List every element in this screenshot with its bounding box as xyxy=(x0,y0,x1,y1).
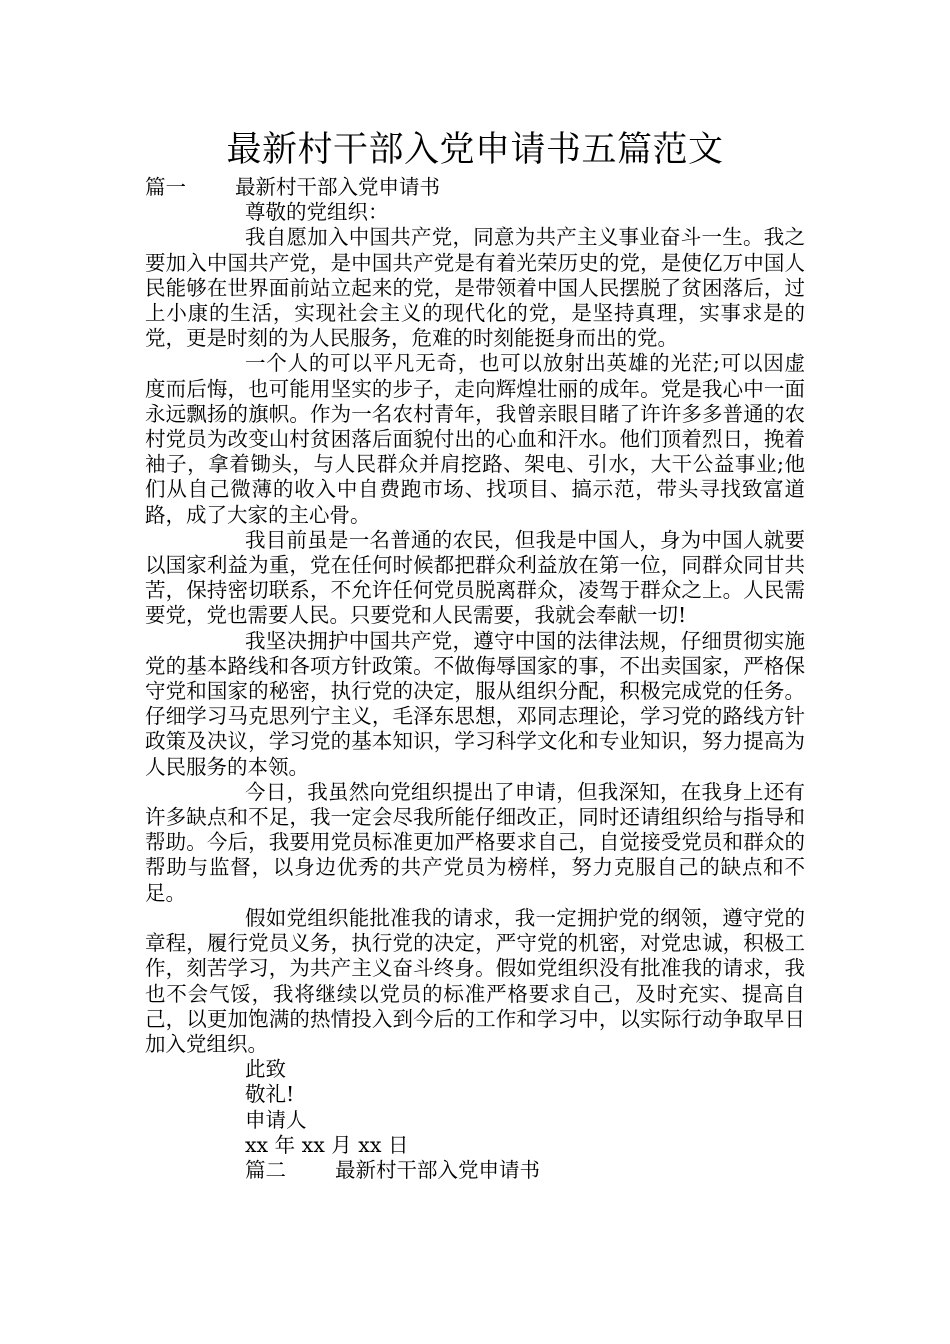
section-number: 篇二 xyxy=(245,1157,286,1182)
paragraph: 我自愿加入中国共产党，同意为共产主义事业奋斗一生。我之要加入中国共产党，是中国共产党是有着光荣历史的党，是使亿万中国人民能够在世界面前站立起来的党，是带领着中国人民摆脱了贫困落后，过上小康的生活，实现社会主义的现代化的党，是坚持真理，实事求是的党，更是时刻的为人民服务，危难的时刻能挺身而出的党。 xyxy=(145,225,805,351)
document-title: 最新村干部入党申请书五篇范文 xyxy=(226,130,724,170)
paragraph: 假如党组织能批准我的请求，我一定拥护党的纲领，遵守党的章程，履行党员义务，执行党的决定，严守党的机密，对党忠诚，积极工作，刻苦学习，为共产主义奋斗终身。假如党组织没有批准我的请求，我也不会气馁，我将继续以党员的标准严格要求自己，及时充实、提高自己，以更加饱满的热情投入到今后的工作和学习中，以实际行动争取早日加入党组织。 xyxy=(145,905,805,1056)
section-number: 篇一 xyxy=(145,175,186,199)
section-heading-2 xyxy=(145,1158,805,1183)
signer-label: 申请人 xyxy=(245,1107,307,1132)
salutation: 尊敬的党组织： xyxy=(245,200,389,225)
section-title: 最新村干部入党申请书 xyxy=(235,175,440,199)
section-title: 最新村干部入党申请书 xyxy=(335,1157,540,1182)
closing-line: 此致 xyxy=(245,1057,286,1082)
closing-salute: 敬礼! xyxy=(245,1082,295,1107)
paragraph: 我目前虽是一名普通的农民，但我是中国人，身为中国人就要以国家利益为重，党在任何时候都把群众利益放在第一位，同群众同甘共苦，保持密切联系，不允许任何党员脱离群众，凌驾于群众之上。人民需要党，党也需要人民。只要党和人民需要，我就会奉献一切! xyxy=(145,527,805,628)
paragraph: 今日，我虽然向党组织提出了申请，但我深知，在我身上还有许多缺点和不足，我一定会尽我所能仔细改正，同时还请组织给与指导和帮助。今后，我要用党员标准更加严格要求自己，自觉接受党员和群众的帮助与监督，以身边优秀的共产党员为榜样，努力克服自己的缺点和不足。 xyxy=(145,779,805,905)
document-body xyxy=(145,175,805,1183)
paragraph: 一个人的可以平凡无奇，也可以放射出英雄的光茫;可以因虚度而后悔，也可能用坚实的步子，走向辉煌壮丽的成年。党是我心中一面永远飘扬的旗帜。作为一名农村青年，我曾亲眼目睹了许许多多普通的农村党员为改变山村贫困落后面貌付出的心血和汗水。他们顶着烈日，挽着袖子，拿着锄头，与人民群众并肩挖路、架电、引水，大干公益事业;他们从自己微薄的收入中自费跑市场、找项目、搞示范，带头寻找致富道路，成了大家的主心骨。 xyxy=(145,351,805,527)
signature-date: xx 年 xx 月 xx 日 xyxy=(245,1132,409,1157)
paragraph: 我坚决拥护中国共产党，遵守中国的法律法规，仔细贯彻实施党的基本路线和各项方针政策。不做侮辱国家的事，不出卖国家，严格保守党和国家的秘密，执行党的决定，服从组织分配，积极完成党的任务。仔细学习马克思列宁主义，毛泽东思想，邓同志理论，学习党的路线方针政策及决议，学习党的基本知识，学习科学文化和专业知识，努力提高为人民服务的本领。 xyxy=(145,628,805,779)
section-heading-1 xyxy=(145,175,805,200)
